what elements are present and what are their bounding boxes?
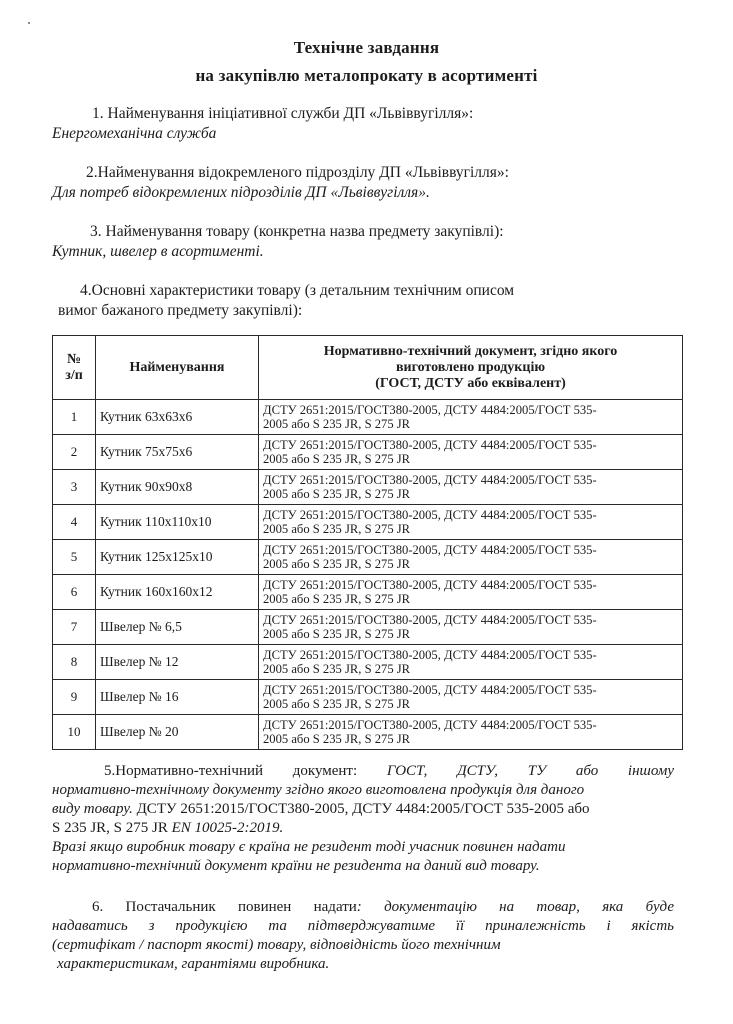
row-standard: ДСТУ 2651:2015/ГОСТ380-2005, ДСТУ 4484:2005/ГОСТ 535- 2005 або S 235 JR, S 275 JR bbox=[259, 435, 683, 470]
section-5-line-6: нормативно-технічний документ країни не резидента на даний вид товару. bbox=[52, 858, 540, 874]
col-header-standard: Нормативно-технічний документ, згідно якого виготовлено продукцію (ГОСТ, ДСТУ або еквівалент) bbox=[259, 336, 683, 400]
section-5-line-5: Вразі якщо виробник товару є країна не резидент тоді учасник повинен надати bbox=[52, 839, 566, 855]
section-1-value: Енергомеханічна служба bbox=[52, 125, 217, 142]
row-standard: ДСТУ 2651:2015/ГОСТ380-2005, ДСТУ 4484:2005/ГОСТ 535- 2005 або S 235 JR, S 275 JR bbox=[259, 470, 683, 505]
row-number: 9 bbox=[53, 680, 96, 715]
row-standard: ДСТУ 2651:2015/ГОСТ380-2005, ДСТУ 4484:2005/ГОСТ 535- 2005 або S 235 JR, S 275 JR bbox=[259, 400, 683, 435]
row-number: 5 bbox=[53, 540, 96, 575]
row-number: 1 bbox=[53, 400, 96, 435]
row-name: Кутник 125х125х10 bbox=[96, 540, 259, 575]
col-header-name: Найменування bbox=[96, 336, 259, 400]
row-standard: ДСТУ 2651:2015/ГОСТ380-2005, ДСТУ 4484:2005/ГОСТ 535- 2005 або S 235 JR, S 275 JR bbox=[259, 645, 683, 680]
table-header-row bbox=[53, 336, 683, 400]
document-title: Технічне завдання bbox=[293, 38, 440, 57]
row-number: 6 bbox=[53, 575, 96, 610]
section-6-line-1: 6. Постачальник повинен надати: документацію на товар, яка буде bbox=[92, 899, 674, 915]
table-row bbox=[53, 680, 683, 715]
row-name: Швелер № 12 bbox=[96, 645, 259, 680]
table-row bbox=[53, 435, 683, 470]
row-name: Кутник 75х75х6 bbox=[96, 435, 259, 470]
row-standard: ДСТУ 2651:2015/ГОСТ380-2005, ДСТУ 4484:2005/ГОСТ 535- 2005 або S 235 JR, S 275 JR bbox=[259, 680, 683, 715]
row-standard: ДСТУ 2651:2015/ГОСТ380-2005, ДСТУ 4484:2005/ГОСТ 535- 2005 або S 235 JR, S 275 JR bbox=[259, 505, 683, 540]
table-row bbox=[53, 505, 683, 540]
section-5-line-3: виду товару. ДСТУ 2651:2015/ГОСТ380-2005, ДСТУ 4484:2005/ГОСТ 535-2005 або bbox=[52, 801, 590, 817]
row-name: Кутник 110х110х10 bbox=[96, 505, 259, 540]
row-name: Швелер № 16 bbox=[96, 680, 259, 715]
row-standard: ДСТУ 2651:2015/ГОСТ380-2005, ДСТУ 4484:2005/ГОСТ 535- 2005 або S 235 JR, S 275 JR bbox=[259, 610, 683, 645]
section-1-heading: 1. Найменування ініціативної служби ДП «Львіввугілля»: bbox=[92, 105, 474, 122]
col-header-number: № з/п bbox=[53, 336, 96, 400]
row-number: 10 bbox=[53, 715, 96, 750]
table-row bbox=[53, 715, 683, 750]
section-5-line-1: 5.Нормативно-технічний документ: ГОСТ, ДСТУ, ТУ або іншому bbox=[104, 763, 675, 779]
section-6-line-3: (сертифікат / паспорт якості) товару, відповідність його технічним bbox=[52, 937, 501, 953]
section-2-heading: 2.Найменування відокремленого підрозділу ДП «Львіввугілля»: bbox=[86, 164, 509, 181]
section-5 bbox=[52, 762, 674, 876]
section-6-line-2: надаватись з продукцією та підтверджуватиме її приналежність і якість bbox=[52, 918, 674, 934]
row-number: 8 bbox=[53, 645, 96, 680]
row-number: 2 bbox=[53, 435, 96, 470]
scan-speck bbox=[28, 22, 30, 24]
table-row bbox=[53, 470, 683, 505]
table-row bbox=[53, 400, 683, 435]
section-4-heading-cont: вимог бажаного предмету закупівлі): bbox=[58, 302, 303, 319]
section-2-value: Для потреб відокремлених підрозділів ДП «Львіввугілля». bbox=[52, 184, 430, 201]
row-standard: ДСТУ 2651:2015/ГОСТ380-2005, ДСТУ 4484:2005/ГОСТ 535- 2005 або S 235 JR, S 275 JR bbox=[259, 575, 683, 610]
section-6 bbox=[52, 898, 674, 974]
table-row bbox=[53, 645, 683, 680]
row-number: 7 bbox=[53, 610, 96, 645]
row-standard: ДСТУ 2651:2015/ГОСТ380-2005, ДСТУ 4484:2005/ГОСТ 535- 2005 або S 235 JR, S 275 JR bbox=[259, 715, 683, 750]
document-subtitle: на закупівлю металопрокату в асортименті bbox=[195, 66, 538, 85]
row-name: Швелер № 20 bbox=[96, 715, 259, 750]
section-3-heading: 3. Найменування товару (конкретна назва предмету закупівлі): bbox=[90, 223, 504, 240]
row-standard: ДСТУ 2651:2015/ГОСТ380-2005, ДСТУ 4484:2005/ГОСТ 535- 2005 або S 235 JR, S 275 JR bbox=[259, 540, 683, 575]
row-name: Кутник 90х90х8 bbox=[96, 470, 259, 505]
section-6-line-4: характеристикам, гарантіями виробника. bbox=[57, 956, 330, 972]
section-5-line-4: S 235 JR, S 275 JR EN 10025-2:2019. bbox=[52, 820, 284, 836]
section-3-value: Кутник, швелер в асортименті. bbox=[52, 243, 264, 260]
section-4-heading: 4.Основні характеристики товару (з детальним технічним описом bbox=[80, 282, 515, 299]
row-name: Кутник 160х160х12 bbox=[96, 575, 259, 610]
section-5-line-2: нормативно-технічному документу згідно якого виготовлена продукція для даного bbox=[52, 782, 585, 798]
table-row bbox=[53, 575, 683, 610]
row-name: Швелер № 6,5 bbox=[96, 610, 259, 645]
row-number: 3 bbox=[53, 470, 96, 505]
row-name: Кутник 63х63х6 bbox=[96, 400, 259, 435]
table-row bbox=[53, 540, 683, 575]
table-row bbox=[53, 610, 683, 645]
row-number: 4 bbox=[53, 505, 96, 540]
product-specs-table bbox=[52, 335, 683, 750]
